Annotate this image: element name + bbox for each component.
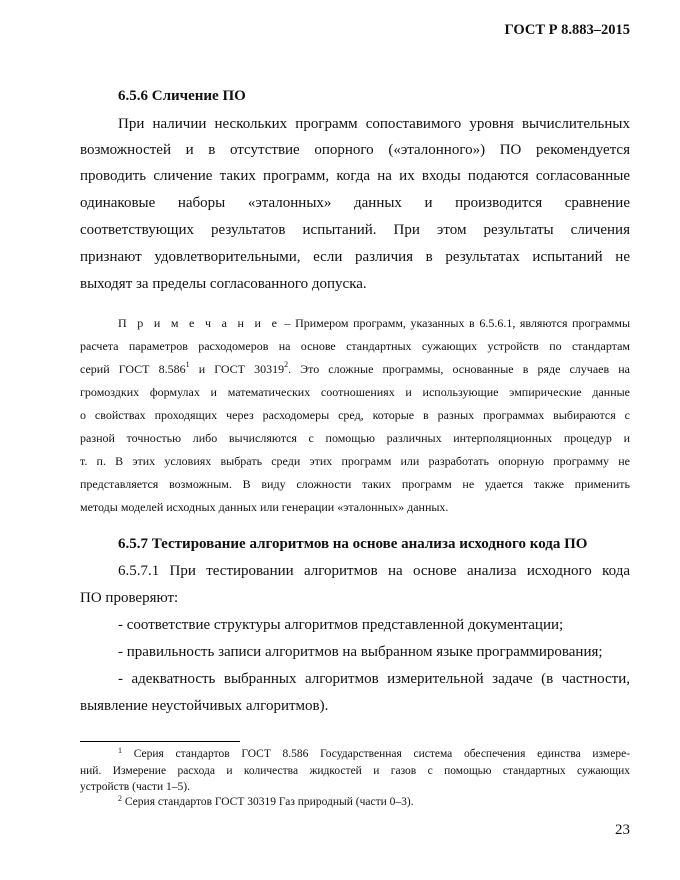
paragraph-line: При наличии нескольких программ сопоставимого уровня вычислительных [118, 116, 630, 132]
footnote-mark-1: 1 [118, 746, 122, 755]
paragraph-line: ПО проверяют: [80, 590, 179, 606]
note-line [118, 316, 630, 331]
note-line: разной точностью либо вычисляются с помощью различных интерполяционных процедур и [80, 431, 630, 445]
note-line: представляется возможным. В виду сложности таких программ не удается также применить [80, 477, 630, 491]
note-line: о свойствах проходящих через расходомеры сред, которые в разных программах выбираются с [80, 408, 630, 422]
footnote-ref-1[interactable]: 1 [185, 360, 190, 369]
paragraph-line: возможностей и в отсутствие опорного («эталонного») ПО рекомендуется [80, 142, 630, 158]
list-item: - правильность записи алгоритмов на выбранном языке программирования; [118, 644, 603, 660]
paragraph-line: признают удовлетворительными, если различия в результатах испытаний не [80, 249, 630, 265]
footnote-separator [80, 741, 240, 742]
footnote-2 [118, 796, 630, 808]
section-heading-6-5-7: 6.5.7 Тестирование алгоритмов на основе анализа исходного кода ПО [118, 536, 588, 552]
footnote-text: Серия стандартов ГОСТ 8.586 Государственная система обеспечения единства измере- [122, 748, 630, 760]
note-line [80, 362, 630, 377]
list-item: - соответствие структуры алгоритмов представленной документации; [118, 617, 564, 633]
note-text: и ГОСТ 30319 [189, 362, 285, 376]
note-label: П р и м е ч а н и е [118, 316, 280, 330]
list-item-continuation: выявление неустойчивых алгоритмов). [80, 698, 329, 714]
paragraph-line: 6.5.7.1 При тестировании алгоритмов на основе анализа исходного кода [118, 563, 630, 579]
note-text: . Это сложные программы, основанные в ряде случаев на [288, 362, 630, 376]
footnote-1-line: ний. Измерение расхода и количества жидкостей и газов с помощью стандартных сужающих [80, 765, 630, 777]
note-line: расчета параметров расходомеров на основе стандартных сужающих устройств по стандартам [80, 339, 630, 353]
note-line: громоздких формулах и математических соотношениях и использующие эмпирические данные [80, 385, 630, 399]
footnote-1-line: устройств (части 1–5). [80, 781, 190, 793]
footnote-1 [118, 748, 630, 760]
note-line: методы моделей исходных данных или генерации «эталонных» данных. [80, 500, 449, 514]
paragraph-line: выходят за пределы согласованного допуска. [80, 276, 367, 292]
list-item: - адекватность выбранных алгоритмов измерительной задаче (в частности, [118, 671, 630, 687]
paragraph-line: проводить сличение таких программ, когда на их входы подаются согласованные [80, 168, 630, 184]
document-header: ГОСТ Р 8.883–2015 [504, 22, 630, 38]
section-heading-6-5-6: 6.5.6 Сличение ПО [118, 88, 246, 104]
footnote-text: Серия стандартов ГОСТ 30319 Газ природный (части 0–3). [122, 796, 414, 808]
note-line: т. п. В этих условиях выбрать среди этих программ или разработать опорную программу не [80, 454, 630, 468]
page-number: 23 [615, 822, 630, 838]
paragraph-line: одинаковые наборы «эталонных» данных и производится сравнение [80, 195, 630, 211]
note-text: – Примером программ, указанных в 6.5.6.1, являются программы [279, 316, 631, 330]
note-text: серий ГОСТ 8.586 [80, 362, 186, 376]
paragraph-line: соответствующих результатов испытаний. При этом результаты сличения [80, 222, 630, 238]
footnote-ref-2[interactable]: 2 [284, 360, 289, 369]
footnote-mark-2: 2 [118, 794, 122, 803]
